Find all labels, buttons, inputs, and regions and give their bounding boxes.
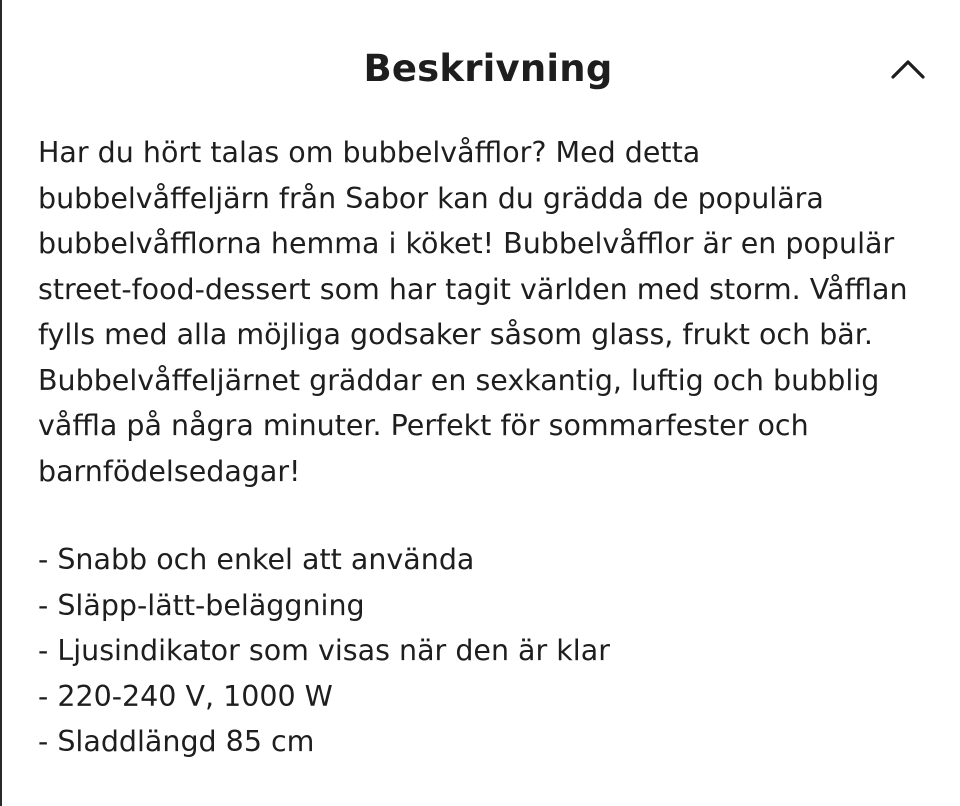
feature-item: - Släpp-lätt-beläggning <box>38 588 365 622</box>
feature-item: - 220-240 V, 1000 W <box>38 679 333 713</box>
description-line: våffla på några minuter. Perfekt för sommarfester och <box>38 409 809 442</box>
description-line: street-food-dessert som har tagit världen med storm. Våfflan <box>38 272 908 306</box>
description-line: Bubbelvåffeljärnet gräddar en sexkantig, luftig och bubblig <box>38 363 880 397</box>
description-line: bubbelvåfflorna hemma i köket! Bubbelvåfflor är en populär <box>38 227 895 260</box>
feature-item: - Sladdlängd 85 cm <box>38 725 315 758</box>
collapse-toggle-button[interactable] <box>886 50 930 86</box>
feature-list <box>38 537 938 765</box>
description-line: barnfödelsedagar! <box>38 454 301 488</box>
description-line: Har du hört talas om bubbelvåfflor? Med detta <box>38 136 701 169</box>
left-border <box>0 0 2 806</box>
feature-item: - Snabb och enkel att använda <box>38 543 475 576</box>
feature-item: - Ljusindikator som visas när den är klar <box>38 634 610 667</box>
description-text <box>38 130 938 494</box>
description-line: fylls med alla möjliga godsaker såsom glass, frukt och bär. <box>38 318 873 351</box>
description-line: bubbelvåffeljärn från Sabor kan du grädda de populära <box>38 181 824 215</box>
section-header[interactable] <box>0 38 960 100</box>
chevron-up-icon <box>886 50 930 86</box>
section-title: Beskrivning <box>363 47 613 90</box>
